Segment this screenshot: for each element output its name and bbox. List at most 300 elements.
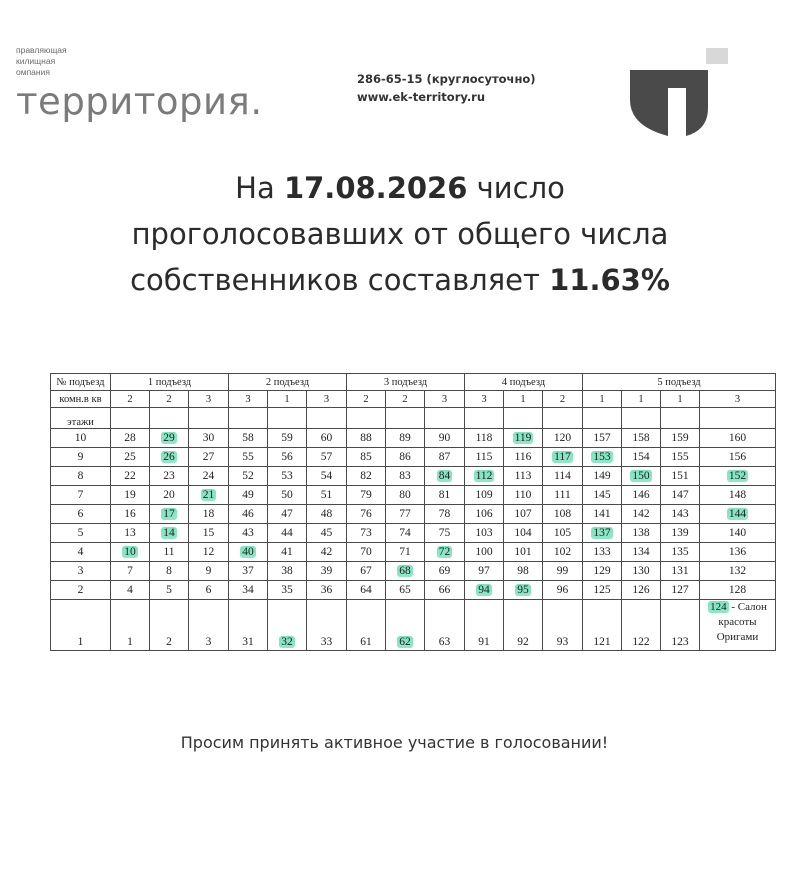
- apartment-cell: [583, 505, 622, 524]
- apartment-number: 160: [728, 432, 747, 444]
- apartment-number: 34: [242, 584, 254, 596]
- apartment-cell: [111, 581, 150, 600]
- apartment-cell: [465, 448, 504, 467]
- rooms-cell: 3: [425, 391, 465, 408]
- apartment-cell: [150, 505, 189, 524]
- floor-row: [51, 505, 776, 524]
- apartment-number: 55: [242, 451, 254, 463]
- floors-label-row: [51, 408, 776, 429]
- apartment-number: 41: [281, 546, 293, 558]
- apartment-cell: [425, 486, 465, 505]
- apartment-number: 60: [320, 432, 333, 444]
- floor-number-cell: 2: [51, 581, 111, 600]
- apartment-number: 143: [671, 508, 689, 520]
- apartment-number: 88: [360, 432, 372, 444]
- blank-cell: [386, 408, 425, 429]
- floor-number-cell: 4: [51, 543, 111, 562]
- apartment-cell: [543, 505, 583, 524]
- apartment-cell: [307, 505, 347, 524]
- apartment-number: 8: [166, 565, 172, 577]
- rooms-cell: 2: [347, 391, 386, 408]
- apartment-cell: [622, 581, 661, 600]
- apartment-number: 39: [320, 565, 333, 577]
- apartment-cell: [465, 581, 504, 600]
- apartment-number: 58: [242, 432, 254, 444]
- apartment-cell: [504, 543, 543, 562]
- apartment-number: 96: [556, 584, 569, 596]
- apartment-number: 38: [281, 565, 293, 577]
- apartment-number: 105: [553, 527, 572, 539]
- apartment-cell: [583, 429, 622, 448]
- apartment-number: 108: [553, 508, 572, 520]
- apartment-number: 83: [399, 470, 411, 482]
- apartment-number: 30: [202, 432, 215, 444]
- apartment-number: 104: [514, 527, 532, 539]
- apartment-number: 90: [438, 432, 451, 444]
- apartment-cell: [465, 505, 504, 524]
- corner-header-cell: № подъезд: [51, 374, 111, 391]
- headline-line-1: [40, 165, 760, 211]
- apartment-number: 128: [728, 584, 747, 596]
- call-to-action: Просим принять активное участие в голосовании!: [180, 733, 609, 752]
- apartment-grid-container: [50, 373, 776, 651]
- apartment-number: 66: [438, 584, 451, 596]
- floor-number-cell: 9: [51, 448, 111, 467]
- apartment-number: 154: [632, 451, 650, 463]
- apartment-cell: [465, 486, 504, 505]
- apartment-cell: [386, 467, 425, 486]
- apartment-cell: [465, 429, 504, 448]
- rooms-label-cell: комн.в кв: [51, 391, 111, 408]
- apartment-cell: [150, 448, 189, 467]
- headline-line-3: [40, 257, 760, 303]
- apartment-number: 67: [360, 565, 372, 577]
- apartment-number: 78: [438, 508, 451, 520]
- apartment-cell: [700, 467, 776, 486]
- apartment-cell: [307, 600, 347, 651]
- entrance-header-cell: 1 подъезд: [111, 374, 229, 391]
- headline-line1-rest: число: [467, 171, 565, 205]
- apartment-number: 42: [320, 546, 333, 558]
- rooms-cell: 1: [583, 391, 622, 408]
- apartment-number: 93: [556, 636, 569, 648]
- apartment-cell: [386, 429, 425, 448]
- territory-logo-mark-icon: [626, 48, 728, 138]
- apartment-number: 51: [320, 489, 333, 501]
- apartment-cell: [111, 429, 150, 448]
- apartment-number: 107: [514, 508, 532, 520]
- floor-number-cell: 3: [51, 562, 111, 581]
- apartment-cell: [622, 486, 661, 505]
- apartment-cell: [229, 467, 268, 486]
- apartment-cell: [307, 467, 347, 486]
- apartment-cell: [700, 524, 776, 543]
- apartment-number: 63: [438, 636, 451, 648]
- blank-cell: [307, 408, 347, 429]
- apartment-cell: [386, 505, 425, 524]
- apartment-number: 101: [514, 546, 532, 558]
- apartment-cell: [150, 600, 189, 651]
- apartment-number: 28: [124, 432, 136, 444]
- apartment-cell: [189, 543, 229, 562]
- apartment-cell: [189, 467, 229, 486]
- rooms-cell: 3: [465, 391, 504, 408]
- apartment-number: 17: [163, 508, 175, 520]
- blank-cell: [465, 408, 504, 429]
- apartment-number: 113: [514, 470, 532, 482]
- apartment-cell: [425, 448, 465, 467]
- apartment-number: 151: [671, 470, 689, 482]
- apartment-cell: [543, 467, 583, 486]
- apartment-number: 18: [202, 508, 215, 520]
- apartment-cell: [465, 562, 504, 581]
- apartment-number: 37: [242, 565, 254, 577]
- apartment-number: 110: [514, 489, 532, 501]
- apartment-cell: [111, 505, 150, 524]
- apartment-cell: [661, 505, 700, 524]
- rooms-cell: 2: [150, 391, 189, 408]
- apartment-number: 25: [124, 451, 136, 463]
- apartment-cell: [347, 467, 386, 486]
- apartment-number: 12: [202, 546, 215, 558]
- apartment-cell: [150, 429, 189, 448]
- apartment-cell: [504, 600, 543, 651]
- blank-cell: [229, 408, 268, 429]
- apartment-cell: [700, 543, 776, 562]
- rooms-cell: 3: [189, 391, 229, 408]
- apartment-cell: [661, 543, 700, 562]
- floor-row: [51, 486, 776, 505]
- apartment-number: 157: [593, 432, 611, 444]
- apartment-cell: [425, 581, 465, 600]
- apartment-cell: [150, 581, 189, 600]
- apartment-number: 73: [360, 527, 372, 539]
- apartment-cell: [543, 562, 583, 581]
- apartment-cell: [268, 581, 307, 600]
- apartment-number: 106: [475, 508, 493, 520]
- apartment-cell: [504, 505, 543, 524]
- apartment-cell: [465, 467, 504, 486]
- blank-cell: [583, 408, 622, 429]
- apartment-cell: [189, 581, 229, 600]
- apartment-cell: [229, 524, 268, 543]
- headline-date: 17.08.2026: [283, 171, 468, 205]
- apartment-number: 111: [554, 489, 571, 501]
- apartment-cell: [347, 543, 386, 562]
- apartment-number: 2: [166, 636, 172, 648]
- apartment-cell: [229, 581, 268, 600]
- apartment-cell: [543, 486, 583, 505]
- apartment-cell: [268, 486, 307, 505]
- apartment-number: 29: [163, 432, 175, 444]
- apartment-cell: [543, 543, 583, 562]
- apartment-cell: [504, 524, 543, 543]
- apartment-cell: [189, 524, 229, 543]
- apartment-number: 16: [124, 508, 136, 520]
- company-caption-line: правляющая: [16, 45, 67, 55]
- apartment-number: 4: [127, 584, 133, 596]
- company-caption-line: омпания: [16, 67, 50, 77]
- company-caption: [16, 45, 67, 78]
- apartment-number: 79: [360, 489, 372, 501]
- apartment-cell: [700, 505, 776, 524]
- apartment-number: 132: [728, 565, 747, 577]
- apartment-cell: [386, 600, 425, 651]
- apartment-number: 148: [728, 489, 747, 501]
- rooms-row: [51, 391, 776, 408]
- apartment-number: 9: [205, 565, 212, 577]
- apartment-number: 141: [593, 508, 611, 520]
- blank-cell: [347, 408, 386, 429]
- floor-number-cell: 10: [51, 429, 111, 448]
- apartment-number: 102: [553, 546, 572, 558]
- apartment-cell: [347, 524, 386, 543]
- apartment-number: 46: [242, 508, 254, 520]
- apartment-number: 72: [438, 546, 451, 558]
- apartment-cell: [111, 467, 150, 486]
- rooms-cell: 2: [111, 391, 150, 408]
- apartment-cell: [229, 562, 268, 581]
- apartment-cell: [425, 429, 465, 448]
- apartment-number: 50: [281, 489, 293, 501]
- apartment-number: 133: [593, 546, 611, 558]
- apartment-number: 125: [593, 584, 611, 596]
- apartment-cell: [700, 486, 776, 505]
- apartment-number: 156: [728, 451, 747, 463]
- entrance-header-cell: 3 подъезд: [347, 374, 465, 391]
- apartment-cell: [661, 524, 700, 543]
- apartment-number: 150: [632, 470, 650, 482]
- floor-row: [51, 429, 776, 448]
- apartment-cell: [268, 467, 307, 486]
- apartment-number: 75: [438, 527, 451, 539]
- website-address: www.ek-territory.ru: [357, 90, 486, 104]
- apartment-number: 159: [671, 432, 689, 444]
- apartment-number: 61: [360, 636, 372, 648]
- apartment-number: 100: [475, 546, 493, 558]
- apartment-number: 77: [399, 508, 411, 520]
- rooms-cell: 3: [307, 391, 347, 408]
- apartment-cell: [268, 600, 307, 651]
- apartment-cell: [386, 543, 425, 562]
- apartment-number: 21: [202, 489, 215, 501]
- rooms-cell: 1: [622, 391, 661, 408]
- apartment-cell: [307, 429, 347, 448]
- apartment-cell: [347, 429, 386, 448]
- floor-row: [51, 543, 776, 562]
- apartment-cell: [425, 524, 465, 543]
- apartment-number: 121: [593, 636, 611, 648]
- apartment-number: 94: [478, 584, 490, 596]
- apartment-number: 11: [163, 546, 175, 558]
- apartment-number: 149: [593, 470, 611, 482]
- apartment-number: 48: [320, 508, 333, 520]
- apartment-number: 137: [593, 527, 611, 539]
- apartment-cell: [504, 562, 543, 581]
- blank-cell: [504, 408, 543, 429]
- apartment-cell: [583, 448, 622, 467]
- contacts: [357, 70, 536, 106]
- apartment-cell: [583, 600, 622, 651]
- apartment-number: 85: [360, 451, 372, 463]
- floor-row: [51, 467, 776, 486]
- floor-row: [51, 524, 776, 543]
- apartment-number: 140: [728, 527, 747, 539]
- apartment-cell: [543, 600, 583, 651]
- apartment-number: 76: [360, 508, 372, 520]
- company-caption-line: килищная: [16, 56, 56, 66]
- apartment-cell: [111, 543, 150, 562]
- apartment-number: 45: [320, 527, 333, 539]
- apartment-cell: [661, 600, 700, 651]
- apartment-cell: [229, 600, 268, 651]
- apartment-cell: [189, 429, 229, 448]
- apartment-number: 53: [281, 470, 293, 482]
- apartment-cell: [307, 524, 347, 543]
- apartment-cell: [229, 429, 268, 448]
- headline-percent: 11.63%: [549, 263, 670, 297]
- apartment-cell: [504, 429, 543, 448]
- floor-row: [51, 581, 776, 600]
- apartment-number: 92: [517, 636, 529, 648]
- apartment-cell: [661, 429, 700, 448]
- apartment-cell: [425, 505, 465, 524]
- apartment-number: 62: [399, 636, 411, 648]
- apartment-number: 24: [202, 470, 215, 482]
- apartment-number: 44: [281, 527, 293, 539]
- apartment-cell: [307, 486, 347, 505]
- apartment-number: 95: [517, 584, 529, 596]
- phone-number: 286-65-15 (круглосуточно): [357, 72, 536, 86]
- apartment-number: 54: [320, 470, 333, 482]
- blank-cell: [189, 408, 229, 429]
- apartment-cell: [700, 448, 776, 467]
- apartment-number: 35: [281, 584, 293, 596]
- apartment-number: 115: [475, 451, 493, 463]
- apartment-number: 152: [728, 470, 747, 482]
- apartment-cell: [504, 581, 543, 600]
- apartment-number: 122: [632, 636, 650, 648]
- blank-cell: [111, 408, 150, 429]
- entrance-header-cell: 4 подъезд: [465, 374, 583, 391]
- apartment-cell: [700, 581, 776, 600]
- apartment-number: 20: [163, 489, 175, 501]
- apartment-cell: [700, 600, 776, 651]
- blank-cell: [622, 408, 661, 429]
- apartment-cell: [307, 448, 347, 467]
- apartment-cell: [268, 562, 307, 581]
- apartment-cell: [504, 486, 543, 505]
- apartment-number: 33: [320, 636, 333, 648]
- apartment-number: 59: [281, 432, 293, 444]
- apartment-cell: [189, 448, 229, 467]
- apartment-cell: [583, 467, 622, 486]
- apartment-number: 91: [478, 636, 490, 648]
- apartment-cell: [661, 581, 700, 600]
- apartment-number: 15: [202, 527, 215, 539]
- apartment-cell: [504, 448, 543, 467]
- apartment-cell: [347, 486, 386, 505]
- floor-number-cell: 7: [51, 486, 111, 505]
- apartment-cell: [425, 543, 465, 562]
- apartment-number: 158: [632, 432, 650, 444]
- apartment-number: 84: [438, 470, 451, 482]
- apartment-cell: [347, 505, 386, 524]
- apartment-number: 36: [320, 584, 333, 596]
- apartment-cell: [111, 448, 150, 467]
- rooms-cell: 3: [700, 391, 776, 408]
- apartment-cell: [229, 486, 268, 505]
- apartment-number: 120: [553, 432, 572, 444]
- apartment-cell: [622, 505, 661, 524]
- apartment-cell: [425, 600, 465, 651]
- apartment-number: 5: [166, 584, 172, 596]
- apartment-number: 109: [475, 489, 493, 501]
- apartment-number: 43: [242, 527, 254, 539]
- apartment-cell: [622, 562, 661, 581]
- apartment-cell: [583, 581, 622, 600]
- apartment-cell: [661, 486, 700, 505]
- apartment-number: 81: [438, 489, 451, 501]
- apartment-cell: [425, 562, 465, 581]
- blank-cell: [661, 408, 700, 429]
- apartment-number: 134: [632, 546, 650, 558]
- apartment-cell: [386, 524, 425, 543]
- apartment-number: 27: [202, 451, 215, 463]
- apartment-number: 119: [514, 432, 532, 444]
- apartment-cell: [150, 543, 189, 562]
- entrance-header-cell: 2 подъезд: [229, 374, 347, 391]
- apartment-cell: [543, 429, 583, 448]
- apartment-cell: [347, 600, 386, 651]
- apartment-number: 56: [281, 451, 293, 463]
- apartment-cell: [347, 448, 386, 467]
- apartment-number: 40: [242, 546, 254, 558]
- blank-cell: [425, 408, 465, 429]
- floor-number-cell: 6: [51, 505, 111, 524]
- apartment-number: 65: [399, 584, 411, 596]
- apartment-number: 135: [671, 546, 689, 558]
- apartment-number: 70: [360, 546, 372, 558]
- blank-cell: [700, 408, 776, 429]
- apartment-cell: [111, 524, 150, 543]
- headline-line3-text: собственников составляет: [130, 263, 550, 297]
- apartment-number: 47: [281, 508, 293, 520]
- apartment-number: 86: [399, 451, 411, 463]
- apartment-cell: [150, 486, 189, 505]
- apartment-cell: [583, 543, 622, 562]
- apartment-cell: [386, 581, 425, 600]
- apartment-cell: [661, 448, 700, 467]
- apartment-cell: [347, 562, 386, 581]
- apartment-cell: [386, 486, 425, 505]
- apartment-number: 3: [205, 636, 212, 648]
- apartment-number: 71: [399, 546, 411, 558]
- apartment-cell: [150, 467, 189, 486]
- apartment-number: 117: [554, 451, 571, 463]
- apartment-cell: [189, 505, 229, 524]
- apartment-cell: [465, 600, 504, 651]
- apartment-number: 68: [399, 565, 411, 577]
- rooms-cell: 1: [268, 391, 307, 408]
- entrance-header-cell: 5 подъезд: [583, 374, 776, 391]
- apartment-number: 146: [632, 489, 650, 501]
- rooms-cell: 2: [386, 391, 425, 408]
- apartment-number: 142: [632, 508, 650, 520]
- apartment-cell: [268, 429, 307, 448]
- apartment-number: 145: [593, 489, 611, 501]
- apartment-cell: [189, 562, 229, 581]
